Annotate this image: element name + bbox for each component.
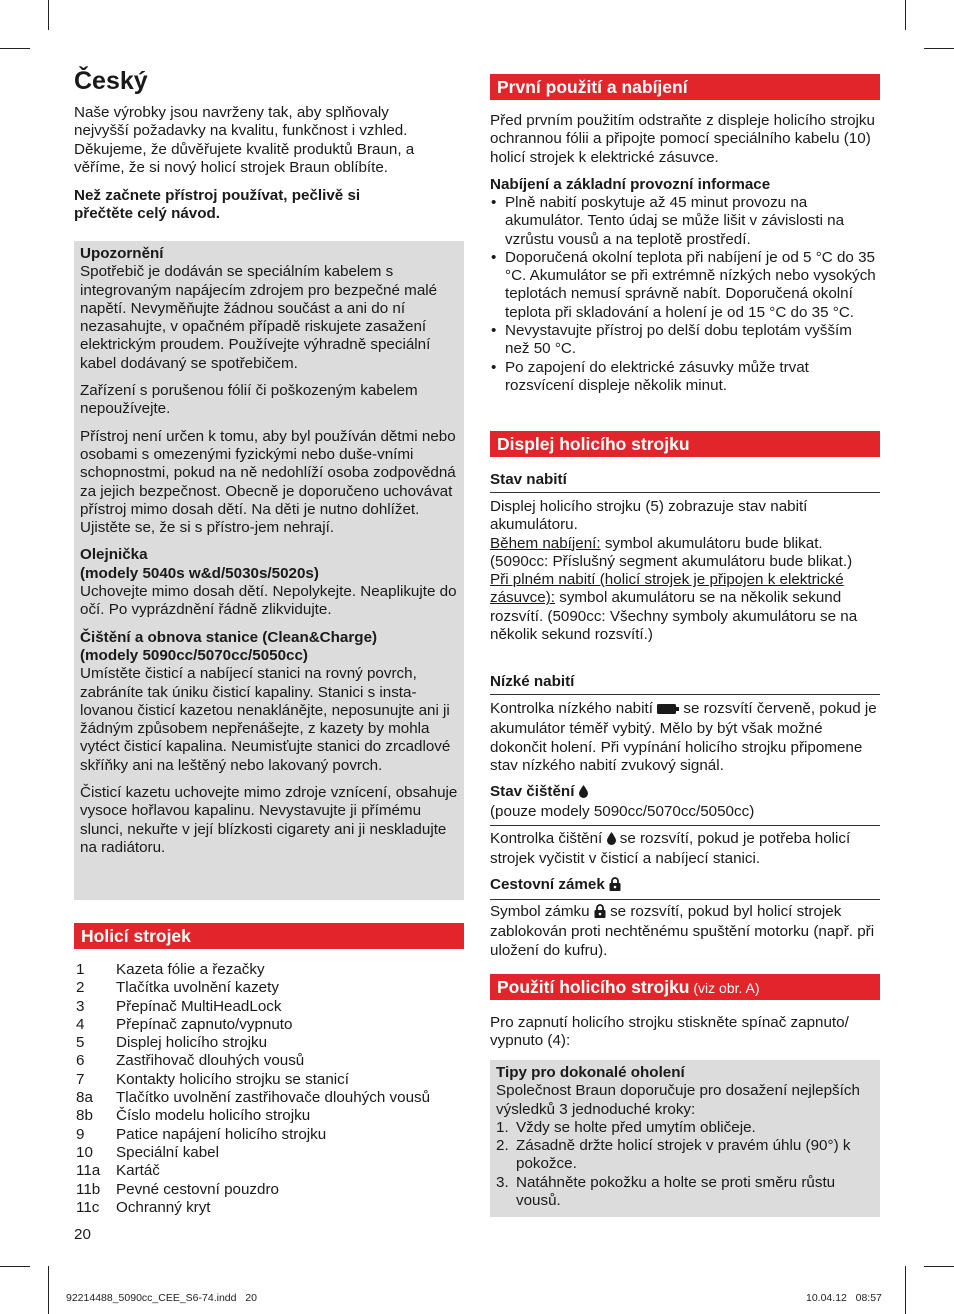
first-use-text: Před prvním použitím odstraňte z displeje holicího strojku ochrannou fólii a připojte pomocí speciálního kabelu (10) holicí strojek k elektrické zásuvce.: [490, 112, 875, 166]
during-charge-text: Během nabíjení: symbol akumulátoru bude blikat. (5090cc: Příslušný segment akumulátoru bude blikat.): [490, 534, 853, 570]
charging-list: [490, 194, 880, 395]
parts-list-item: [74, 1052, 464, 1070]
crop-mark: [905, 0, 906, 30]
during-charge-label: Během nabíjení:: [490, 534, 601, 552]
footer-file-info: 92214488_5090cc_CEE_S6-74.indd 20: [66, 1292, 257, 1304]
part-number: 2: [76, 979, 85, 997]
parts-list-item: [74, 1034, 464, 1052]
part-label: Kontakty holicího strojku se stanicí: [116, 1070, 349, 1088]
use-heading: Použití holicího strojku (viz obr. A): [490, 974, 880, 1000]
lock-heading: Cestovní zámek: [490, 876, 605, 893]
parts-list-item: [74, 1016, 464, 1034]
part-label: Pevné cestovní pouzdro: [116, 1180, 279, 1198]
tip-text: Natáhněte pokožku a holte se proti směru růstu vousů.: [516, 1173, 836, 1210]
parts-list-item: [74, 998, 464, 1016]
part-number: 8a: [76, 1089, 93, 1107]
lock-text: Symbol zámku se rozsvítí, pokud byl holicí strojek zablokován proti nechtěnému spuštění motorku (např. při uložení do kufru).: [490, 903, 875, 959]
warning-text-1: Spotřebič je dodáván se speciálním kabelem s integrovaným napájecím zdrojem pro bezpečné malé napětí. Nevyměňujte žádnou součást a ani do ní nezasahujte, v opačném případě riskujete zasažení elektrickým proudem. Používejte výhradně speciální kabel dodávaný se spotřebičem.: [80, 263, 438, 372]
tip-item: [496, 1119, 874, 1137]
part-label: Zastřihovač dlouhých vousů: [116, 1052, 305, 1070]
part-number: 11c: [76, 1198, 100, 1216]
parts-list: [74, 961, 464, 1217]
parts-list-item: [74, 1181, 464, 1199]
charging-bullet: • Po zapojení do elektrické zásuvky může trvat rozsvícení displeje několik minut.: [490, 359, 880, 396]
clean-state-heading: Stav čištění: [490, 783, 575, 800]
battery-icon: [657, 702, 679, 720]
clean-state-text: Kontrolka čištění se rozsvítí, pokud je potřeba holicí strojek vyčistit v čisticí a nabíjecí stanici.: [490, 830, 851, 868]
part-label: Kazeta fólie a řezačky: [116, 961, 265, 978]
tip-item: [496, 1174, 874, 1211]
clean-state-heading-block: [490, 783, 880, 826]
low-charge-heading: Nízké nabití: [490, 673, 880, 695]
clean-heading-1: Čištění a obnova stanice (Clean&Charge): [80, 628, 378, 646]
charge-state-block: [490, 498, 880, 644]
parts-list-item: [74, 1162, 464, 1180]
drop-icon: [607, 832, 616, 850]
part-label: Přepínač MultiHeadLock: [116, 997, 282, 1015]
part-number: 11b: [76, 1180, 101, 1198]
parts-list-item: [74, 1089, 464, 1107]
part-label: Přepínač zapnuto/vypnuto: [116, 1015, 293, 1033]
lock-icon: [609, 877, 621, 896]
warning-heading: Upozornění: [80, 245, 164, 262]
part-number: 4: [76, 1015, 85, 1033]
tips-intro: Společnost Braun doporučuje pro dosažení nejlepších výsledků 3 jednoduché kroky:: [496, 1082, 860, 1118]
oil-text: Uchovejte mimo dosah dětí. Nepolykejte. Neaplikujte do očí. Po vyprázdnění řádně zlikvidujte.: [80, 583, 457, 619]
page-title: Český: [74, 67, 148, 95]
part-number: 11a: [76, 1162, 101, 1180]
intro-bold-text: Než začnete přístroj používat, pečlivě si přečtěte celý návod.: [74, 187, 361, 223]
part-label: Ochranný kryt: [116, 1198, 211, 1216]
part-label: Tlačítko uvolnění zastřihovače dlouhých vousů: [116, 1089, 431, 1107]
lock-heading-block: [490, 876, 880, 900]
tips-box: [490, 1060, 880, 1217]
low-charge-text: Kontrolka nízkého nabití se rozsvítí červeně, pokud je akumulátor téměř vybitý. Mělo by být však možné dokončit holení. Při vypínání holicího strojku připomene stav nízkého nabití zvukový signál.: [490, 700, 877, 774]
part-number: 6: [76, 1052, 85, 1070]
intro-text: Naše výrobky jsou navrženy tak, aby splňovaly nejvyšší požadavky na kvalitu, funkčnost i vzhled. Děkujeme, že důvěřujete kvalitě produktů Braun, a věříme, že si nový holicí strojek Braun oblíbíte.: [74, 104, 415, 176]
tip-item: [496, 1137, 874, 1174]
use-text: Pro zapnutí holicího strojku stiskněte spínač zapnuto/ vypnuto (4):: [490, 1014, 849, 1050]
crop-mark: [924, 1266, 954, 1267]
part-number: 9: [76, 1125, 85, 1143]
tip-text: Zásadně držte holicí strojek v pravém úhlu (90°) k pokožce.: [516, 1137, 851, 1173]
warning-text-4: Čisticí kazetu uchovejte mimo zdroje vznícení, obsahuje vysoce hořlavou kapalinu. Nevystavujte ji přímému slunci, nekuřte v její blízkosti cigarety ani ji neskladujte na radiátoru.: [80, 784, 458, 856]
crop-mark: [0, 1266, 30, 1267]
charging-bullet: • Doporučená okolní teplota při nabíjení je od 5 °C do 35 °C. Akumulátor se při extrémně nízkých nebo vysokých teplotách nemusí správně nabít. Doporučená okolní teplota při skladování a holení je od 15 °C do 35 °C.: [490, 249, 880, 322]
tips-list: [496, 1119, 874, 1210]
charging-bullet: • Plně nabití poskytuje až 45 minut provozu na akumulátor. Tento údaj se může lišit v závislosti na vzrůstu vousů a na teplotě prostředí.: [490, 194, 880, 249]
oil-heading-2: (modely 5040s w&d/5030s/5020s): [80, 564, 319, 582]
warning-text-2: Zařízení s porušenou fólií či poškozeným kabelem nepoužívejte.: [80, 382, 418, 418]
parts-list-item: [74, 979, 464, 997]
tip-number: 3.: [496, 1173, 509, 1191]
warning-text-3: Přístroj není určen k tomu, aby byl používán dětmi nebo osobami s omezenými fyzickými nebo duše-vními schopnostmi, pokud na ně nedohlíží osoba zodpovědná za jejich bezpečnost. Obecně je doporučeno uchovávat přístroj mimo dosah dětí. Na děti je nutno dohlížet. Ujistěte se, že si s přístro-jem nehrají.: [80, 427, 456, 537]
lock-icon: [594, 904, 606, 923]
display-heading: Displej holicího strojku: [490, 431, 880, 457]
oil-heading-1: Olejnička: [80, 546, 148, 564]
charge-state-heading: Stav nabití: [490, 471, 880, 493]
parts-list-item: [74, 961, 464, 979]
part-label: Kartáč: [116, 1162, 160, 1180]
crop-mark: [0, 48, 30, 49]
tip-number: 2.: [496, 1137, 509, 1155]
part-label: Displej holicího strojku: [116, 1034, 268, 1052]
clean-heading-2: (modely 5090cc/5070cc/5050cc): [80, 646, 308, 664]
crop-mark: [48, 1266, 49, 1314]
part-label: Speciální kabel: [116, 1143, 220, 1161]
full-charge-text: Při plném nabití (holicí strojek je připojen k elektrické zásuvce): symbol akumulátoru se na několik sekund rozsvítí. (5090cc: Všechny symboly akumulátoru se na několik sekund rozsvítí.): [490, 571, 858, 644]
clean-state-models: (pouze modely 5090cc/5070cc/5050cc): [490, 803, 755, 821]
parts-list-item: [74, 1199, 464, 1217]
part-number: 1: [76, 961, 85, 978]
part-number: 10: [76, 1143, 93, 1161]
footer-date: 10.04.12 08:57: [806, 1292, 882, 1304]
tip-number: 1.: [496, 1118, 509, 1136]
part-number: 8b: [76, 1107, 93, 1125]
charging-bullet: • Nevystavujte přístroj po delší dobu teplotám vyšším než 50 °C.: [490, 322, 880, 359]
part-label: Číslo modelu holicího strojku: [116, 1107, 311, 1125]
parts-list-item: [74, 1126, 464, 1144]
part-number: 7: [76, 1070, 85, 1088]
warning-box: [74, 241, 464, 900]
part-number: 3: [76, 997, 85, 1015]
charging-heading: Nabíjení a základní provozní informace: [490, 176, 771, 193]
crop-mark: [48, 0, 49, 30]
crop-mark: [905, 1266, 906, 1314]
page-number: 20: [74, 1226, 91, 1243]
parts-list-item: [74, 1107, 464, 1125]
drop-icon: [579, 785, 588, 803]
tips-heading: Tipy pro dokonalé oholení: [496, 1064, 685, 1081]
part-label: Tlačítka uvolnění kazety: [116, 979, 279, 997]
parts-list-item: [74, 1144, 464, 1162]
full-charge-label: Při plném nabití (holicí strojek je připojen k elektrické zásuvce):: [490, 571, 844, 607]
charge-state-text: Displej holicího strojku (5) zobrazuje stav nabití akumulátoru.: [490, 498, 808, 534]
shaver-heading: Holicí strojek: [74, 923, 464, 949]
parts-list-item: [74, 1071, 464, 1089]
clean-text: Umístěte čisticí a nabíjecí stanici na rovný povrch, zabráníte tak úniku čisticí kapaliny. Stanici s insta-lovanou čisticí kazetou nenaklánějte, neposunujte ani ji žádným způsobem nepřenášejte, z kazety by mohla vytéct čisticí kapalina. Neumisťujte stanici do zrcadlové skříňky ani na leštěný nebo lakovaný povrch.: [80, 665, 451, 774]
first-use-heading: První použití a nabíjení: [490, 74, 880, 100]
part-label: Patice napájení holicího strojku: [116, 1125, 327, 1143]
part-number: 5: [76, 1034, 85, 1052]
crop-mark: [924, 48, 954, 49]
tip-text: Vždy se holte před umytím obličeje.: [516, 1118, 756, 1136]
